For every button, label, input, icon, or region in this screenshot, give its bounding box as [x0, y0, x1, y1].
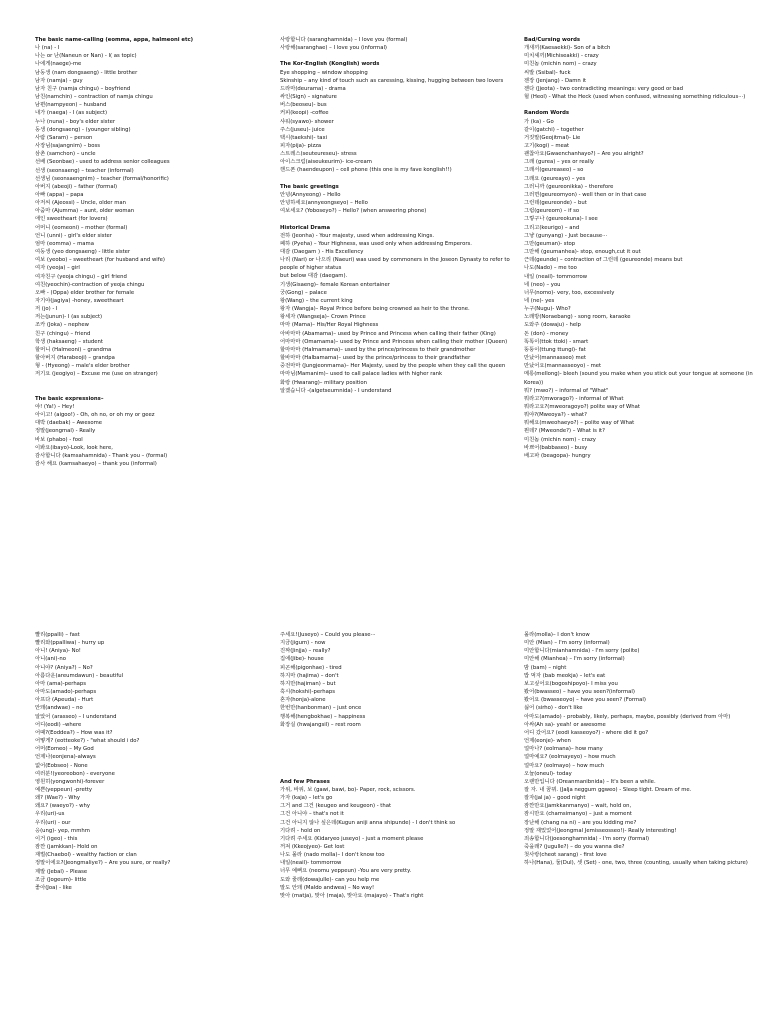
vocab-line: 할머니 (Halmeoni) – grandma — [35, 346, 112, 353]
vocab-line: 아프다 (Apeuda) - Hurt — [35, 697, 94, 704]
vocab-line: 헐 (Heol) - What the Heck (used when confused, witnessing something ridiculous···) — [524, 94, 746, 101]
vocab-line: 뭐해요(mweohaeyo?) – polite way of What — [524, 420, 635, 427]
section-lines — [524, 44, 756, 101]
vocab-line: Eye shopping – window shopping — [280, 69, 368, 76]
vocab-line: 잠깐 (jamkkan)- Hold on — [35, 844, 98, 851]
vocab-line: 봤어요 (bwasseoyo) – have you seen? (Formal) — [524, 697, 646, 704]
vocab-line: 남편(nampyeon) – husband — [35, 102, 107, 109]
vocab-line: 그렇구나 (geureokuna)- I see — [524, 216, 598, 223]
vocab-line: 피곤해(pigonhae) - tired — [280, 664, 342, 671]
vocab-line: 버스(beoseu)- bus — [280, 102, 327, 109]
vocab-line: 미안해 (Mianhea) – I'm sorry (informal) — [524, 656, 625, 663]
vocab-line: Skinship – any kind of touch such as caressing, kissing, hugging between two lovers — [280, 77, 504, 84]
vocab-line: 미친놈 (michin nom) - crazy — [524, 436, 596, 443]
vocab-line: 아빠 (appa) – papa — [35, 191, 84, 198]
vocab-line: 조카 (Joka) – nephew — [35, 322, 90, 329]
vocab-line: 저기요 (jeogiyo) – Excuse me (use on stranger) — [35, 371, 158, 378]
vocab-line: 아마도(amado) - probably, likely, perhaps, maybe, possibly (derived from 아마) — [524, 713, 731, 720]
vocab-line: 몰라(molla)– I don't know — [524, 632, 590, 638]
vocab-line: 어머(Eomeo) – My God — [35, 746, 94, 753]
vocab-line: 오빠 - (Oppa) elder brother for female — [35, 289, 135, 296]
vocab-line: 저는(junun)- I (as subject) — [35, 314, 103, 321]
vocab-line: 그리고(keurigo) – and — [524, 224, 580, 231]
vocab-line: 밤 (bam) – night — [524, 664, 567, 671]
vocab-line: 내가 (naega) - I (as subject) — [35, 110, 108, 117]
vocab-line: 만났어(mannasseo) met — [524, 355, 587, 362]
vocab-line: 여자친구 (yeoja chingu) – girl friend — [35, 273, 127, 280]
vocab-line: 죽을래? (jugulle?) – do you wanna die? — [524, 844, 625, 851]
vocab-line: 아이스크림(aiseukeurim)- ice-cream — [280, 159, 372, 166]
vocab-line: 바쁘어(babbaseo) - busy — [524, 444, 588, 451]
vocab-line: 안돼(andwae) – no — [35, 705, 83, 712]
vocab-line: 가자 (kaja) – let's go — [280, 795, 333, 802]
vocab-line: 삼촌 (samchon) – uncle — [35, 151, 96, 158]
vocab-line: 피자(pija)- pizza — [280, 143, 322, 150]
vocab-line: 여동생 (yeo dongsaeng) - little sister — [35, 249, 131, 256]
vocab-line: 싫어 (sirho) - don't like — [524, 705, 583, 712]
vocab-line: 첫사랑(cheot sarang) - first love — [524, 852, 607, 859]
vocab-line: 할바마마 (Halbamama)– used by the prince/princess to their grandfather — [280, 355, 471, 362]
vocab-line: 싸인(Sign) – signature — [280, 94, 337, 101]
vocab-line: 내일 (neail)- tommorrow — [524, 273, 588, 280]
vocab-line: 어머니 (eomeoni) – mother (formal) — [35, 224, 128, 231]
vocab-line: 기생(Gisaeng)– female Korean entertainer — [280, 281, 390, 288]
vocab-line: 아니! (Aniya)- No! — [35, 648, 81, 655]
vocab-line: 어디 갔어요? (eodi kasseoyo?) - where did it go? — [524, 729, 649, 736]
vocab-line: 근데(geunde) – contraction of 그런데 (geureonde) means but — [524, 257, 683, 264]
vocab-line: 미안 (Mian) – I'm sorry (informal) — [524, 640, 610, 647]
vocab-line: 아바마마 (Abamama)– used by Prince and Princess when calling their father (King) — [280, 330, 496, 337]
vocab-line: 알겠습니다 -(algetseumnida) - I understand — [280, 387, 392, 394]
vocab-line: 선배 (Seonbae) - used to address senior colleagues — [35, 159, 170, 166]
vocab-line: 하지마 (hajima) – don't — [280, 672, 339, 679]
vocab-line: 화랑 (Hwarang)– military position — [280, 379, 367, 386]
section-lines — [524, 118, 756, 461]
vocab-line: 그러니까 (geureonikka) – therefore — [524, 183, 614, 190]
vocab-line: 형 - (Hyeong) – male's elder brother — [35, 363, 130, 370]
vocab-line: 그러면(geureomyon) - well then or in that case — [524, 191, 647, 198]
section-heading: The Kor-English (Konglish) words — [280, 61, 380, 68]
vocab-line: 너무(nomo)- very, too, excessively — [524, 289, 615, 296]
vocab-line: 괜찮아요(Gwaenchanhayo?) – Are you alright? — [524, 151, 644, 158]
vocab-line: 바보 (phabo) - fool — [35, 436, 83, 443]
vocab-line: 똑똑이(ttok ttoki) - smart — [524, 338, 589, 345]
vocab-line: 아줌마 (Ajumma) – aunt, older woman — [35, 208, 135, 215]
vocab-line: 아마 (ama)-perhaps — [35, 680, 87, 687]
vocab-line: 그래 (gurea) – yes or really — [524, 159, 594, 166]
vocab-line: 잠시만요 (chamsimanyo) – just a moment — [524, 811, 632, 818]
vocab-line: 남친(namchin) – contraction of namja chingu — [35, 94, 153, 101]
vocab-line: 언제나(eonjena)-always — [35, 754, 96, 761]
vocab-line: 오랜만입니다 (Oreanmanibnida) – It's been a while. — [524, 778, 656, 785]
vocab-line: 야! (Ya!) – Hey! — [35, 404, 75, 411]
vocab-line: 뭐야?(Mweoya?) - what? — [524, 412, 587, 419]
column-4 — [35, 631, 267, 892]
vocab-line: 잘 자. 내 꿈꿔. (Jalja neggum ggweo) - Sleep tight. Dream of me. — [524, 786, 692, 793]
vocab-line: 뭐? (mwo?) – informal of "What" — [524, 387, 609, 394]
vocab-line: 봤어(bwasseo) – have you seen?(informal) — [524, 689, 635, 696]
vocab-line: 주세요!(Juseyo) – Could you please··· — [280, 632, 376, 638]
column-5 — [280, 631, 512, 900]
vocab-line: 죄송합니다(joesonghamnida) - I'm sorry (formal) — [524, 835, 650, 842]
vocab-line: 가위, 바위, 보 (gawi, bawi, bo)- Paper, rock, scissors. — [280, 786, 416, 793]
section-lines — [280, 69, 512, 175]
vocab-line: 사장님(sajangnim) – boss — [35, 143, 101, 150]
vocab-line: 왜? (Wae?) - Why — [35, 795, 80, 802]
vocab-line: 폐하 (Pyeha) – Your Highness, was used only when addressing Emperors. — [280, 240, 472, 247]
column-3 — [524, 36, 756, 460]
vocab-line: 조금 (Jogeum)- little — [35, 876, 87, 883]
vocab-line: 왜요? (waeyo?) - why — [35, 803, 90, 810]
vocab-line: 뚱뚱이(ttung ttungi)- fat — [524, 346, 586, 353]
column-1 — [35, 36, 267, 468]
vocab-line: 집에(Jibe)- house — [280, 656, 324, 663]
vocab-line: 정말(jeongmal) - Really — [35, 428, 96, 435]
section-lines — [524, 631, 756, 868]
vocab-line: 미치셰끼(Michiseakki) - crazy — [524, 53, 599, 60]
vocab-line: 메롱(mellong)- bleeh (sound you make when you stick out your tongue at someone (in Korea)) — [524, 371, 753, 386]
vocab-line: 얼마요? (eolmayo) – how much — [524, 762, 605, 769]
vocab-line: but below 대감 (daegam). — [280, 273, 348, 280]
vocab-line: 젠다 (Jjeota) - two contradicting meanings: very good or bad — [524, 85, 684, 92]
vocab-line: 고기(kogi) – meat — [524, 143, 570, 150]
section-heading: Historical Drama — [280, 224, 331, 231]
vocab-line: 나도(Nado) – me too — [524, 265, 577, 272]
vocab-line: 감사 해요 (kamsahaeyo) – thank you (informal) — [35, 461, 157, 468]
vocab-line: 선생님 (seonsaengnim) – teacher (formal/honorific) — [35, 175, 169, 182]
vocab-line: 거짓말(Geojitmal)- Lie — [524, 134, 581, 141]
vocab-line: 스트레스(seuteureseu)- stress — [280, 151, 357, 158]
section-lines — [280, 36, 512, 52]
section-heading: The basic name-calling (eomma, appa, halmeoni etc) — [35, 37, 194, 43]
vocab-line: 택시(taekshi)- taxi — [280, 134, 328, 141]
vocab-line: 도와 줄래(dowajulle)- can you help me — [280, 876, 380, 883]
section-lines — [280, 631, 512, 729]
vocab-line: 만났어요(mannasseoyo) - met — [524, 363, 602, 370]
vocab-line: 네 (neo) – you — [524, 281, 561, 288]
vocab-line: 안녕하세요(annyeongseyo) – Hello — [280, 200, 368, 207]
vocab-line: 기다려 - hold on — [280, 827, 321, 834]
vocab-line: 이거 (igeo) - this — [35, 835, 78, 842]
section-heading: The basic greetings — [280, 183, 339, 190]
vocab-line: 우리(uri)-us — [35, 811, 65, 818]
vocab-line: 어마마마 (Omamama)– used by Prince and Princess when calling their mother (Queen) — [280, 338, 508, 345]
vocab-line: 선생 (seonsaeng) – teacher (informal) — [35, 167, 134, 174]
vocab-line: 씨발 (Ssibal)- fuck — [524, 69, 571, 76]
vocab-line: 여러분!(yeoreobon) - everyone — [35, 770, 115, 777]
vocab-line: 개새끼(Kaesaekki)- Son of a bitch — [524, 45, 611, 52]
vocab-line: 여보 (yeobo) – sweetheart (for husband and wife) — [35, 257, 165, 264]
vocab-line: 드라마(deurama) - drama — [280, 85, 346, 92]
vocab-line: 알았어 (arasseo) – I understand — [35, 713, 117, 720]
vocab-line: 남동생 (nam dongsaeng) - little brother — [35, 69, 138, 76]
vocab-line: 주스(juseu)- juice — [280, 126, 325, 133]
vocab-line: 네 (ne)- yes — [524, 297, 555, 304]
vocab-line: 여자 (yeoja) – girl — [35, 265, 80, 272]
vocab-line: 그런데(geureonde) – but — [524, 200, 587, 207]
vocab-line: 예쁜(yeppeun) -pretty — [35, 786, 93, 793]
vocab-line: 친구 (chingu) – friend — [35, 330, 91, 337]
vocab-line: 보고싶어요(bogoshipoyo)- I miss you — [524, 680, 618, 687]
vocab-line: 전하 (Jeonha) - Your majesty, used when addressing Kings. — [280, 232, 435, 239]
vocab-line: 정말 재밌었어(Jeongmal Jemisseosseo!)- Really interesting! — [524, 827, 677, 834]
vocab-line: 맞아 (matja), 맞아 (maja), 맞아요 (majayo) - That's right — [280, 892, 424, 899]
section-lines — [35, 403, 267, 468]
vocab-line: 응(ung)- yep, mmhm — [35, 827, 90, 834]
vocab-line: 여친(yeochin)-contraction of yeoja chingu — [35, 281, 145, 288]
vocab-line: 어디(eodi) –where — [35, 721, 82, 728]
vocab-line: 그거 and 그건 (keugeo and keugeon) - that — [280, 803, 392, 810]
vocab-line: 대박 (daebak) – Awesome — [35, 420, 103, 427]
vocab-line: 아름다운(areumdawun) - beautiful — [35, 672, 124, 679]
vocab-line: 어떻게? (eotteoke?) - "what should i do? — [35, 738, 140, 745]
vocab-line: 아니야? (Aniya?) – No? — [35, 664, 93, 671]
vocab-line: 젠장 (Jenjang) - Damn it — [524, 77, 587, 84]
vocab-line: 아저씨 (Ajeossi) – Uncle, older man — [35, 200, 126, 207]
vocab-line: 내일(neail)- tommorrow — [280, 860, 342, 867]
vocab-line: 우리(uri) - our — [35, 819, 71, 826]
vocab-line: 이봐요(ibayo)-Look, look here, — [35, 444, 113, 451]
vocab-line: 엄마 (eomma) – mama — [35, 240, 94, 247]
vocab-line: 그래서(geureaseo) – so — [524, 167, 584, 174]
vocab-line: 안녕(Annyeong) – Hello — [280, 191, 341, 198]
vocab-line: 마마 (Mama)– His/Her Royal Highness — [280, 322, 379, 329]
vocab-line: 대감 (Daegam ) - His Excellency — [280, 249, 364, 256]
section-heading: Random Words — [524, 110, 570, 117]
section-lines — [280, 232, 512, 395]
section-lines — [280, 786, 512, 900]
section-lines — [35, 44, 267, 378]
vocab-line: 나도 몰라 (nado molla)– I don't know too — [280, 852, 385, 859]
vocab-line: 너무 예뻐요 (neomu yeppeun) -You are very pretty. — [280, 868, 412, 875]
vocab-line: 그만(geuman)- stop — [524, 240, 576, 247]
vocab-line: 미안합니다(mianhamnida) - I'm sorry (polite) — [524, 648, 640, 655]
vocab-line: 동생 (dongsaeng) - (younger sibling) — [35, 126, 131, 133]
vocab-line: 정말이에요?(Jeongmaliye?) – Are you sure, or really? — [35, 860, 171, 867]
column-6 — [524, 631, 756, 868]
vocab-line: 그냥 (gunyang) - Just because··· — [524, 232, 608, 239]
vocab-line: 언제(eonje)- when — [524, 738, 571, 745]
column-2 — [280, 36, 512, 395]
vocab-line: 노래방(Noraebang) - song room, karaoke — [524, 314, 631, 321]
vocab-line: 꺼져 (Kkeojyeo)- Get lost — [280, 844, 345, 851]
vocab-line: 언니 (unni) - girl's elder sister — [35, 232, 112, 239]
vocab-line: 핸드폰 (haendeupon) – cell phone (this one is my fave konglish!!) — [280, 167, 452, 174]
vocab-line: 중전마마 (Jungjeonmama)– Her Majesty, used by the people when they call the queen — [280, 363, 506, 370]
vocab-line: 뭐라고?(mworago?) - informal of What — [524, 395, 624, 402]
vocab-line: 도와주 (dowaju) - help — [524, 322, 581, 329]
vocab-line: 뭔데? (Mweonde?) – What is it? — [524, 428, 605, 435]
vocab-line: 잠깐만요(jamkkanmanyo) – wait, hold on, — [524, 803, 632, 810]
vocab-line: 할아버지 (Harabeoji) – grandpa — [35, 355, 115, 362]
vocab-line: 왕(Wang) – the current king — [280, 297, 353, 304]
section-heading: And few Phrases — [280, 778, 330, 785]
vocab-line: 없어(Eobseo) - None — [35, 762, 88, 769]
vocab-line: 제발 (Jebal) – Please — [35, 868, 88, 875]
vocab-line: 빨리와(ppalliwa) - hurry up — [35, 640, 105, 647]
vocab-line: 왕세자 (Wangseja)– Crown Prince — [280, 314, 366, 321]
vocab-line: 나 (na) - I — [35, 45, 60, 52]
vocab-line: 아마도(amado)-perhaps — [35, 689, 97, 696]
vocab-line: 말도 안돼 (Maldo andwea) – No way! — [280, 884, 375, 891]
vocab-line: 남자 친구 (namja chingu) – boyfriend — [35, 85, 131, 92]
vocab-line: 왕자 (Wangja)– Royal Prince before being crowned as heir to the throne. — [280, 306, 470, 313]
vocab-line: 누구(Nugu)- Who? — [524, 306, 571, 313]
vocab-line: 좋아(Joa) - like — [35, 884, 72, 891]
vocab-line: 감사합니다 (kamsahamnida) - Thank you – (formal) — [35, 452, 168, 459]
vocab-line: 그건 아니지 않나 싶은데(Kugun aniji anna shipunde) - I don't think so — [280, 819, 456, 826]
vocab-line: 재벌(Chaebol) - wealthy faction or clan — [35, 852, 137, 859]
vocab-line: 사랑합니다 (saranghamnida) – I love you (formal) — [280, 37, 408, 43]
vocab-line: 그래요 (geureayo) – yes — [524, 175, 586, 182]
vocab-line: 나에게(naege)-me — [35, 61, 82, 68]
vocab-line: 저 (jo) - I — [35, 306, 58, 313]
vocab-line: 미친놈 (michin nom) – crazy — [524, 61, 597, 68]
vocab-line: 혹시(hokshi)-perhaps — [280, 689, 335, 696]
vocab-line: 애인 sweetheart (for lovers) — [35, 216, 108, 223]
vocab-line: 행복해(hengbokhae) – happiness — [280, 713, 366, 720]
vocab-line: 빨리(ppalli) – fast — [35, 632, 80, 638]
vocab-line: 밥 먹자 (bab meokja) – let's eat — [524, 672, 606, 679]
vocab-line: 커피(keopi) -coffee — [280, 110, 329, 117]
vocab-line: 나는 or 난(Naneun or Nan) - I( as topic) — [35, 53, 137, 60]
vocab-line: 기다려 주세요 (Kidaryeo juseyo) - just a moment please — [280, 835, 424, 842]
section-heading: The basic expressions– — [35, 395, 104, 402]
vocab-line: 그만해 (geumanhea)- stop, enough,cut it out — [524, 249, 641, 256]
vocab-line: 아버지 (abeoji) – father (formal) — [35, 183, 118, 190]
vocab-line: 어때?(Eoddea?) – How was it? — [35, 729, 113, 736]
vocab-line: 영원히(yongwonhi)-forever — [35, 778, 105, 785]
vocab-line: 아니(ani)-no — [35, 656, 66, 663]
vocab-line: 마마님(Mamanim)– used to call palace ladies with higher rank — [280, 371, 443, 378]
vocab-line: 누나 (nuna) - boy's elder sister — [35, 118, 116, 125]
vocab-line: 할마마마 (Halmamama)– used by the prince/princess to their grandmother — [280, 346, 476, 353]
vocab-line: 지금(jigum) - now — [280, 640, 326, 647]
vocab-line: 배고파 (beagopa)- hungry — [524, 452, 591, 459]
vocab-line: 궁(Gong) – palace — [280, 289, 327, 296]
section-lines — [35, 631, 267, 892]
section-lines — [280, 191, 512, 215]
vocab-line: 아이고! (aigoo!) - Oh, oh no, or oh my or geez — [35, 412, 155, 419]
vocab-line: 그건 아니야 – that's not it — [280, 811, 344, 818]
vocab-line: 사람 (Saram) – person — [35, 134, 93, 141]
vocab-line: 여보세요? (Yoboseyo?) – Hello? (when answering phone) — [280, 208, 427, 215]
vocab-line: 진짜(Jinjja) – really? — [280, 648, 331, 655]
vocab-line: 얼마나? (eolmana)– how many — [524, 746, 603, 753]
vocab-line: 샤워(syawo)- shower — [280, 118, 334, 125]
vocab-line: 가 (ka) - Go — [524, 118, 554, 125]
vocab-line: 한번만(hanbonman) – just once — [280, 705, 362, 712]
vocab-line: 그럼(geureom) – if so — [524, 208, 580, 215]
vocab-line: 오늘(oneul)- today — [524, 770, 572, 777]
vocab-line: 학생 (haksaeng) – student — [35, 338, 103, 345]
vocab-line: 장난해 (chang na ni) – are you kidding me? — [524, 819, 637, 826]
vocab-line: 하지만(hajiman) – but — [280, 680, 336, 687]
vocab-line: 잘자(jal ja) – good night — [524, 795, 586, 802]
vocab-line: 하나(Hana), 둘(Dul), 셋 (Set) - one, two, three (counting, usually when taking picture) — [524, 860, 748, 867]
section-heading: Bad/Cursing words — [524, 37, 581, 43]
vocab-line: 돈 (don) - money — [524, 330, 569, 337]
vocab-line: 자기야(jagiya) -honey, sweetheart — [35, 298, 124, 304]
vocab-line: 뭐라고요?(mweoragoyo?) polite way of What — [524, 404, 640, 411]
vocab-line: 얼마예요? (eolmayeyo) – how much — [524, 754, 616, 761]
vocab-line: 남자 (namja) - guy — [35, 77, 83, 84]
vocab-line: 나리 (Nari) or 나으리 (Naeuri) was used by commoners in the Joseon Dynasty to refer to people of higher status — [280, 257, 510, 272]
vocab-line: 같이(gatchi) – together — [524, 126, 584, 133]
vocab-line: 혼자(honja)-alone — [280, 697, 326, 704]
vocab-line: 화장실 (hwajangsil) – rest room — [280, 721, 361, 728]
vocab-line: 아싸(Ah sa)- yeah! or awesome — [524, 721, 606, 728]
vocab-line: 사랑해(saranghae) – I love you (informal) — [280, 45, 387, 52]
